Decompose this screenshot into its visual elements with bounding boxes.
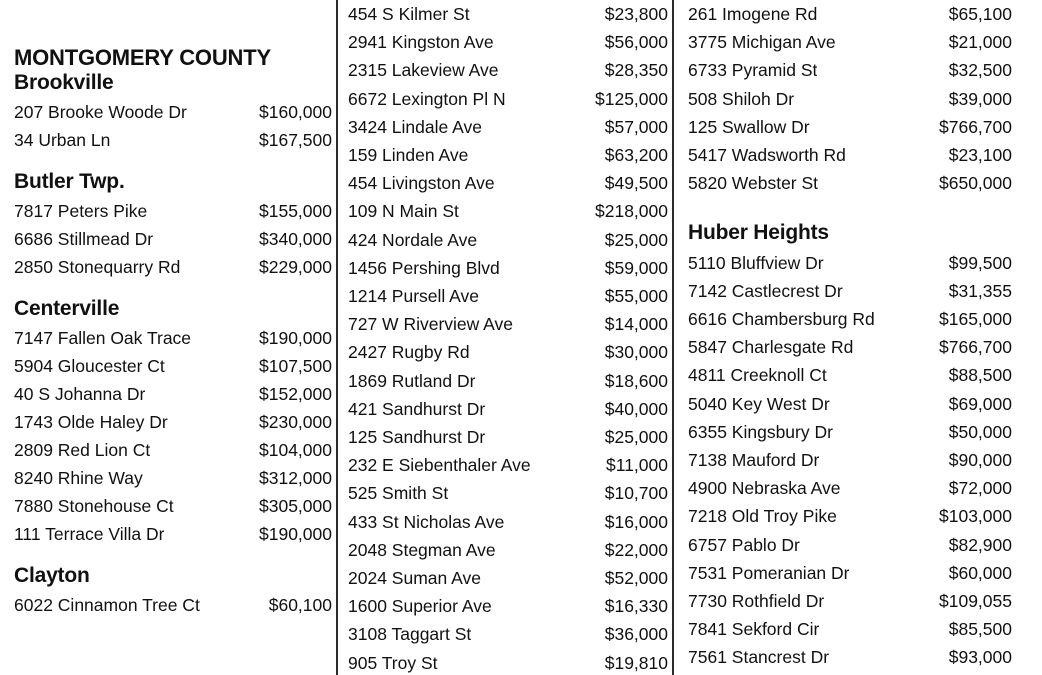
listing-address: 5820 Webster St: [688, 173, 819, 194]
listing-address: 4811 Creeknoll Ct: [688, 365, 827, 386]
listing-price: $36,000: [604, 624, 668, 645]
listing-row: [14, 98, 332, 126]
listing-address: 8240 Rhine Way: [14, 468, 143, 489]
listing-row: [688, 615, 1012, 643]
listing-row: [14, 591, 332, 619]
listing-address: 6757 Pablo Dr: [688, 534, 800, 555]
listing-address: 5847 Charlesgate Rd: [688, 337, 854, 358]
listing-address: 727 W Riverview Ave: [348, 314, 514, 335]
listing-address: 2315 Lakeview Ave: [348, 60, 499, 81]
listing-row: [348, 451, 668, 479]
listing-row: [14, 520, 332, 548]
listing-row: [14, 436, 332, 464]
listing-price: $11,000: [606, 455, 668, 476]
listing-address: 5110 Bluffview Dr: [688, 252, 824, 273]
listing-price: $160,000: [259, 101, 332, 122]
listing-price: $40,000: [604, 398, 668, 419]
listing-price: $93,000: [948, 647, 1012, 668]
listing-row: [348, 508, 668, 536]
listing-price: $766,700: [939, 337, 1012, 358]
listing-row: [348, 282, 668, 310]
listing-address: 421 Sandhurst Dr: [348, 398, 486, 419]
listing-price: $90,000: [948, 449, 1012, 470]
listing-address: 125 Sandhurst Dr: [348, 427, 486, 448]
listing-price: $57,000: [604, 116, 668, 137]
listing-address: 7138 Mauford Dr: [688, 449, 820, 470]
listing-price: $32,500: [948, 60, 1012, 81]
listing-row: [14, 492, 332, 520]
listing-address: 2850 Stonequarry Rd: [14, 256, 181, 277]
city-section-centerville: [14, 297, 332, 548]
city-section-huber-heights: [688, 221, 1012, 671]
listing-row: [348, 197, 668, 225]
listing-row: [688, 113, 1012, 141]
listing-row: [688, 249, 1012, 277]
listing-price: $16,000: [604, 511, 668, 532]
listing-address: 7531 Pomeranian Dr: [688, 562, 850, 583]
listing-column-1: [0, 0, 332, 619]
listing-row: [348, 536, 668, 564]
listing-row: [688, 531, 1012, 559]
listing-price: $103,000: [939, 506, 1012, 527]
listing-row: [688, 559, 1012, 587]
listing-row: [348, 141, 668, 169]
listing-price: $82,900: [948, 534, 1012, 555]
listing-address: 7880 Stonehouse Ct: [14, 496, 174, 517]
listing-address: 7142 Castlecrest Dr: [688, 280, 843, 301]
listing-address: 261 Imogene Rd: [688, 4, 818, 24]
listing-address: 3424 Lindale Ave: [348, 116, 482, 137]
listing-row: [348, 564, 668, 592]
listing-row: [348, 423, 668, 451]
listing-row: [688, 333, 1012, 361]
listing-price: $104,000: [259, 440, 332, 461]
listing-row: [348, 226, 668, 254]
listing-price: $18,600: [604, 370, 668, 391]
listing-address: 34 Urban Ln: [14, 129, 111, 150]
listing-row: [348, 56, 668, 84]
listing-price: $22,000: [604, 539, 668, 560]
listing-address: 7218 Old Troy Pike: [688, 506, 837, 527]
listing-price: $14,000: [604, 314, 668, 335]
listing-price: $10,700: [604, 483, 668, 504]
listing-address: 1214 Pursell Ave: [348, 286, 480, 307]
city-heading: Butler Twp.: [14, 169, 125, 193]
listing-price: $85,500: [948, 619, 1012, 640]
listing-address: 525 Smith St: [348, 483, 449, 504]
listing-address: 4900 Nebraska Ave: [688, 478, 841, 499]
city-heading: Clayton: [14, 564, 90, 588]
listing-address: 2941 Kingston Ave: [348, 32, 494, 53]
listing-row: [348, 310, 668, 338]
listing-price: $28,350: [604, 60, 668, 81]
listing-price: $60,000: [948, 562, 1012, 583]
listing-price: $60,100: [268, 595, 332, 616]
listing-address: 1869 Rutland Dr: [348, 370, 476, 391]
listing-row: [14, 197, 332, 225]
listing-row: [688, 56, 1012, 84]
listing-price: $65,100: [948, 4, 1012, 24]
listing-row: [348, 592, 668, 620]
listing-price: $109,055: [939, 590, 1012, 611]
listing-address: 6733 Pyramid St: [688, 60, 818, 81]
listing-price: $25,000: [604, 229, 668, 250]
listing-row: [14, 408, 332, 436]
listing-address: 6686 Stillmead Dr: [14, 228, 154, 249]
listing-address: 6672 Lexington Pl N: [348, 88, 506, 109]
listing-address: 207 Brooke Woode Dr: [14, 101, 187, 122]
listing-address: 6022 Cinnamon Tree Ct: [14, 595, 200, 616]
city-heading: Centerville: [14, 296, 120, 320]
listing-row: [14, 352, 332, 380]
listing-address: 424 Nordale Ave: [348, 229, 478, 250]
listing-price: $52,000: [604, 568, 668, 589]
listing-address: 454 S Kilmer St: [348, 4, 470, 24]
listing-row: [348, 620, 668, 648]
listing-row: [348, 367, 668, 395]
listing-address: 1456 Pershing Blvd: [348, 257, 500, 278]
listing-row: [14, 253, 332, 281]
listing-address: 3775 Michigan Ave: [688, 32, 836, 53]
listing-price: $39,000: [948, 88, 1012, 109]
listing-address: 5417 Wadsworth Rd: [688, 145, 846, 166]
listing-row: [688, 361, 1012, 389]
listing-row: [348, 649, 668, 675]
listing-price: $55,000: [604, 286, 668, 307]
listing-address: 6616 Chambersburg Rd: [688, 308, 875, 329]
listing-price: $167,500: [259, 129, 332, 150]
listing-row: [688, 474, 1012, 502]
listing-price: $30,000: [604, 342, 668, 363]
listing-price: $63,200: [604, 145, 668, 166]
listing-column-2: [336, 0, 668, 675]
listing-price: $312,000: [259, 468, 332, 489]
listing-price: $23,100: [948, 145, 1012, 166]
listing-price: $340,000: [259, 228, 332, 249]
listing-row: [14, 380, 332, 408]
listing-address: 6355 Kingsbury Dr: [688, 421, 833, 442]
listing-row: [688, 418, 1012, 446]
listing-row: [14, 126, 332, 154]
listing-address: 2809 Red Lion Ct: [14, 440, 151, 461]
city-heading: Huber Heights: [688, 221, 829, 245]
listing-row: [348, 254, 668, 282]
city-heading: Brookville: [14, 70, 114, 94]
listing-price: $72,000: [948, 478, 1012, 499]
listing-price: $230,000: [259, 412, 332, 433]
listing-row: [688, 502, 1012, 530]
listing-address: 433 St Nicholas Ave: [348, 511, 505, 532]
listing-row: [688, 446, 1012, 474]
listing-row: [348, 113, 668, 141]
listing-price: $23,800: [604, 4, 668, 24]
county-heading: MONTGOMERY COUNTY: [14, 45, 271, 70]
listing-price: $218,000: [595, 201, 668, 222]
listing-price: $305,000: [259, 496, 332, 517]
listing-price: $155,000: [259, 200, 332, 221]
listing-address: 125 Swallow Dr: [688, 116, 810, 137]
listing-row: [688, 587, 1012, 615]
listing-price: $19,810: [604, 652, 668, 673]
listing-price: $650,000: [939, 173, 1012, 194]
listing-price: $125,000: [595, 88, 668, 109]
listing-address: 40 S Johanna Dr: [14, 384, 146, 405]
city-section-brookville: [14, 71, 332, 154]
listing-address: 2427 Rugby Rd: [348, 342, 470, 363]
city-section-butler-twp: [14, 170, 332, 281]
listing-row: [688, 305, 1012, 333]
listing-row: [688, 390, 1012, 418]
listing-address: 111 Terrace Villa Dr: [14, 524, 165, 545]
listing-price: $165,000: [939, 308, 1012, 329]
listing-row: [688, 28, 1012, 56]
listing-row: [688, 169, 1012, 197]
listing-row: [688, 0, 1012, 28]
listing-price: $766,700: [939, 116, 1012, 137]
listing-price: $152,000: [259, 384, 332, 405]
listing-row: [688, 277, 1012, 305]
listing-row: [14, 324, 332, 352]
listing-address: 5904 Gloucester Ct: [14, 356, 165, 377]
listing-price: $69,000: [948, 393, 1012, 414]
listing-row: [348, 169, 668, 197]
listing-price: $16,330: [604, 596, 668, 617]
listing-address: 232 E Siebenthaler Ave: [348, 455, 531, 476]
listing-price: $88,500: [948, 365, 1012, 386]
listing-price: $229,000: [259, 256, 332, 277]
listing-address: 109 N Main St: [348, 201, 459, 222]
listing-row: [688, 643, 1012, 671]
listing-address: 905 Troy St: [348, 652, 438, 673]
listing-row: [348, 479, 668, 507]
listing-price: $49,500: [604, 173, 668, 194]
listing-row: [688, 85, 1012, 113]
listing-address: 5040 Key West Dr: [688, 393, 830, 414]
listing-address: 7561 Stancrest Dr: [688, 647, 830, 668]
listing-price: $107,500: [259, 356, 332, 377]
listing-address: 7841 Sekford Cir: [688, 619, 820, 640]
listing-row: [348, 28, 668, 56]
listing-address: 1743 Olde Haley Dr: [14, 412, 168, 433]
listing-row: [14, 464, 332, 492]
listing-address: 159 Linden Ave: [348, 145, 469, 166]
listing-address: 2048 Stegman Ave: [348, 539, 496, 560]
listing-price: $25,000: [604, 427, 668, 448]
listing-price: $190,000: [259, 524, 332, 545]
listing-row: [348, 0, 668, 28]
listing-row: [348, 395, 668, 423]
listing-row: [348, 338, 668, 366]
listing-row: [688, 141, 1012, 169]
listing-price: $99,500: [948, 252, 1012, 273]
listing-address: 2024 Suman Ave: [348, 568, 481, 589]
listing-price: $21,000: [948, 32, 1012, 53]
listing-row: [348, 85, 668, 113]
listing-address: 7817 Peters Pike: [14, 200, 148, 221]
listing-row: [14, 225, 332, 253]
listing-address: 7730 Rothfield Dr: [688, 590, 825, 611]
listing-address: 508 Shiloh Dr: [688, 88, 795, 109]
listing-price: $190,000: [259, 328, 332, 349]
city-section-clayton: [14, 564, 332, 619]
listing-price: $59,000: [604, 257, 668, 278]
listing-address: 454 Livingston Ave: [348, 173, 495, 194]
listing-price: $56,000: [604, 32, 668, 53]
listing-column-3: [672, 0, 1012, 675]
listing-price: $50,000: [948, 421, 1012, 442]
listing-price: $31,355: [948, 280, 1012, 301]
listing-address: 1600 Superior Ave: [348, 596, 492, 617]
listing-address: 7147 Fallen Oak Trace: [14, 328, 192, 349]
listing-address: 3108 Taggart St: [348, 624, 472, 645]
